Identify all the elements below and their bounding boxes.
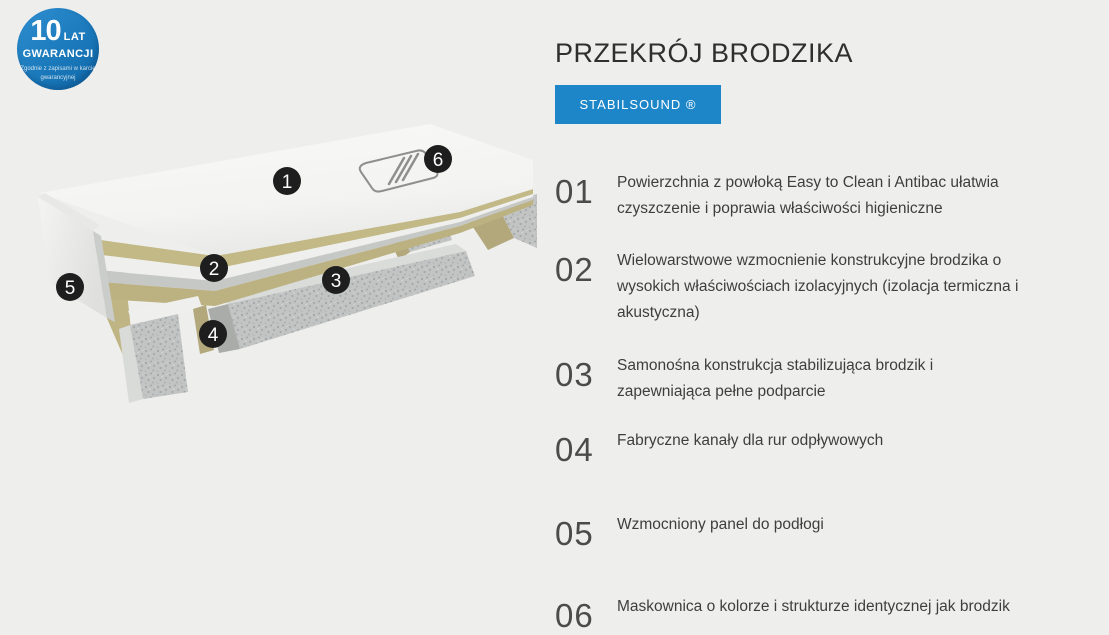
feature-number: 02: [555, 251, 594, 288]
feature-text: Fabryczne kanały dla rur odpływowych: [617, 432, 884, 449]
marker-3: [322, 266, 350, 294]
feature-text: Wielowarstwowe wzmocnienie konstrukcyjne brodzika o wysokich właściwościach izolacyjnych (izolacja termiczna i akustyczna): [617, 252, 1019, 321]
marker-2: [200, 254, 228, 282]
warranty-unit: LAT: [63, 31, 86, 43]
marker-5: [56, 273, 84, 301]
warranty-badge-top: [30, 17, 85, 46]
feature-text: Powierzchnia z powłoką Easy to Clean i Antibac ułatwia czyszczenie i poprawia właściwości higieniczne: [617, 174, 999, 217]
stabilsound-button[interactable]: STABILSOUND ®: [555, 85, 721, 124]
feature-row-06: [555, 594, 1055, 632]
warranty-years: 10: [30, 15, 61, 47]
feature-number: 03: [555, 356, 594, 393]
svg-text:5: 5: [64, 278, 76, 299]
marker-1: [273, 167, 301, 195]
feature-text: Maskownica o kolorze i strukturze identycznej jak brodzik: [617, 598, 1010, 615]
svg-text:3: 3: [330, 271, 342, 292]
warranty-label: GWARANCJI: [22, 48, 94, 60]
content-column: [555, 38, 1055, 632]
svg-text:2: 2: [208, 259, 220, 280]
svg-text:4: 4: [207, 325, 219, 346]
feature-number: 06: [555, 597, 594, 634]
feature-row-04: [555, 428, 1055, 466]
svg-text:6: 6: [432, 150, 444, 171]
feature-text: Wzmocniony panel do podłogi: [617, 516, 824, 533]
feature-number: 04: [555, 431, 594, 468]
marker-6: [424, 145, 452, 173]
feature-row-01: [555, 170, 1055, 222]
feature-text: Samonośna konstrukcja stabilizująca brodzik i zapewniająca pełne podparcie: [617, 357, 934, 400]
feature-row-03: [555, 353, 1055, 405]
svg-text:1: 1: [281, 172, 293, 193]
marker-4: [199, 320, 227, 348]
warranty-smallprint: Zgodnie z zapisami w karcie gwarancyjnej: [20, 66, 96, 81]
feature-number: 01: [555, 173, 594, 210]
feature-number: 05: [555, 515, 594, 552]
warranty-badge: [17, 8, 99, 90]
feature-list: [555, 170, 1055, 632]
feature-row-02: [555, 248, 1055, 326]
feature-row-05: [555, 512, 1055, 550]
page-title: PRZEKRÓJ BRODZIKA: [555, 38, 854, 68]
shower-tray-cross-section-diagram: [10, 108, 545, 408]
